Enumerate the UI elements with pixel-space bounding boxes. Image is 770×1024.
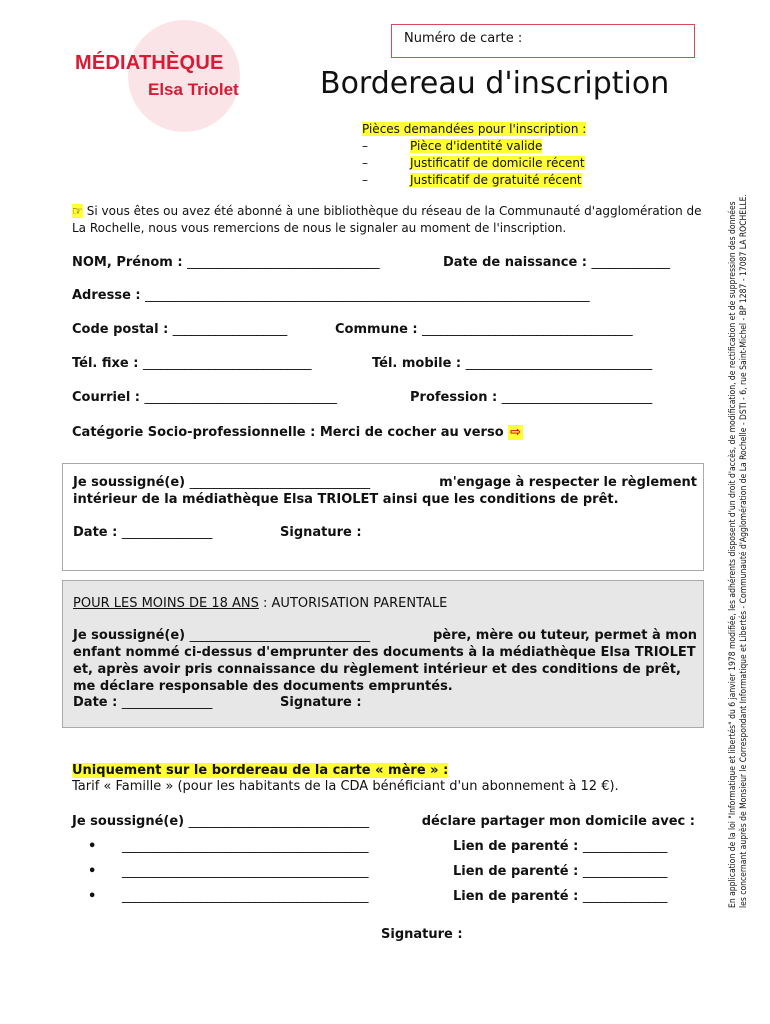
postcode-row bbox=[72, 322, 287, 337]
page-title: Bordereau d'inscription bbox=[320, 66, 670, 101]
engagement-text bbox=[73, 474, 697, 508]
parental-line4: me déclare responsable des documents empruntés. bbox=[73, 679, 453, 694]
family-member-row bbox=[88, 889, 368, 904]
parental-line2: enfant nommé ci-dessus d'emprunter des documents à la médiathèque Elsa TRIOLET bbox=[73, 645, 696, 660]
address-input[interactable]: __________________________________________________________________________ bbox=[145, 288, 590, 303]
postcode-input[interactable]: ___________________ bbox=[172, 322, 287, 337]
family-relation-row bbox=[453, 889, 667, 904]
parental-line3: et, après avoir pris connaissance du règlement intérieur et des conditions de prêt, bbox=[73, 662, 681, 677]
email-row bbox=[72, 390, 337, 405]
name-label: NOM, Prénom : bbox=[72, 255, 188, 270]
parental-name-input[interactable]: ______________________________ bbox=[189, 628, 370, 643]
birthdate-label: Date de naissance : bbox=[443, 255, 592, 270]
city-input[interactable]: ___________________________________ bbox=[422, 322, 633, 337]
parental-signature-label: Signature : bbox=[280, 695, 362, 710]
parental-text bbox=[73, 627, 697, 695]
required-document-item: Pièce d'identité valide bbox=[410, 139, 543, 153]
logo-title: MÉDIATHÈQUE bbox=[75, 52, 224, 74]
profession-label: Profession : bbox=[410, 390, 502, 405]
family-heading-row bbox=[72, 763, 448, 778]
required-documents-heading: Pièces demandées pour l'inscription : bbox=[362, 122, 587, 136]
engagement-date-label: Date : bbox=[73, 525, 122, 540]
legal-notice-line2: les concernant auprès de Monsieur le Correspondant Informatique et Libertés - Communauté d'Agglomération de La Rochelle - DSTI - 6, rue Saint-Michel - BP 1287 - 17087 LA ROCHELLE. bbox=[739, 194, 749, 908]
engagement-date-row bbox=[73, 525, 212, 540]
family-name-input[interactable]: ______________________________ bbox=[188, 814, 369, 829]
profession-row bbox=[410, 390, 652, 405]
engagement-box bbox=[62, 463, 704, 571]
engagement-start: Je soussigné(e) bbox=[73, 475, 190, 490]
parental-heading-rest: : AUTORISATION PARENTALE bbox=[258, 596, 448, 611]
parental-date-input[interactable]: _______________ bbox=[121, 695, 212, 710]
network-note bbox=[72, 203, 702, 237]
required-document-item: Justificatif de domicile récent bbox=[410, 156, 585, 170]
legal-notice bbox=[728, 100, 750, 908]
parental-heading bbox=[73, 595, 447, 612]
family-end: déclare partager mon domicile avec : bbox=[421, 814, 695, 829]
category-label: Catégorie Socio-professionnelle : Merci de cocher au verso bbox=[72, 425, 504, 440]
required-documents: Pièces demandées pour l'inscription : – Pièce d'identité valide – Justificatif de domicile récent – Justificatif de gratuité récent bbox=[362, 122, 587, 187]
relation-label: Lien de parenté : bbox=[453, 864, 583, 879]
family-relation-row bbox=[453, 839, 667, 854]
engagement-date-input[interactable]: _______________ bbox=[121, 525, 212, 540]
family-member-input[interactable]: _________________________________________ bbox=[122, 864, 368, 879]
phone-row bbox=[72, 356, 311, 371]
pointing-hand-icon: ☞ bbox=[72, 204, 83, 218]
card-number-label: Numéro de carte : bbox=[404, 31, 523, 46]
parental-authorization-box bbox=[62, 580, 704, 728]
logo-circle bbox=[128, 20, 240, 132]
name-row bbox=[72, 255, 379, 270]
family-tarif: Tarif « Famille » (pour les habitants de la CDA bénéficiant d'un abonnement à 12 €). bbox=[72, 779, 619, 794]
family-heading: Uniquement sur le bordereau de la carte « mère » : bbox=[72, 763, 449, 778]
phone-label: Tél. fixe : bbox=[72, 356, 143, 371]
parental-end: père, mère ou tuteur, permet à mon bbox=[432, 628, 697, 643]
engagement-line2: intérieur de la médiathèque Elsa TRIOLET ainsi que les conditions de prêt. bbox=[73, 492, 619, 507]
bullet: • bbox=[88, 889, 97, 904]
relation-input[interactable]: ______________ bbox=[582, 889, 667, 904]
network-note-text: Si vous êtes ou avez été abonné à une bibliothèque du réseau de la Communauté d'agglomération de La Rochelle, nous vous remercions de nous le signaler au moment de l'inscription. bbox=[72, 204, 702, 235]
arrow-right-icon: ⇨ bbox=[510, 425, 522, 440]
engagement-signature-label: Signature : bbox=[280, 525, 362, 540]
relation-input[interactable]: ______________ bbox=[582, 839, 667, 854]
engagement-name-input[interactable]: ______________________________ bbox=[189, 475, 370, 490]
family-member-row bbox=[88, 839, 368, 854]
relation-label: Lien de parenté : bbox=[453, 839, 583, 854]
family-declaration-row bbox=[72, 814, 695, 829]
postcode-label: Code postal : bbox=[72, 322, 173, 337]
family-relation-row bbox=[453, 864, 667, 879]
family-member-input[interactable]: _________________________________________ bbox=[122, 889, 368, 904]
address-row bbox=[72, 288, 589, 303]
family-start: Je soussigné(e) bbox=[72, 814, 189, 829]
city-row bbox=[335, 322, 632, 337]
logo-subtitle: Elsa Triolet bbox=[148, 80, 239, 99]
bullet: • bbox=[88, 839, 97, 854]
legal-notice-line1: En application de la loi "Informatique et libertés" du 6 janvier 1978 modifiée, les adhérents disposent d'un droit d'accès, de modification, de rectification et de suppression des données bbox=[728, 201, 738, 908]
city-label: Commune : bbox=[335, 322, 423, 337]
birthdate-input[interactable]: _____________ bbox=[591, 255, 670, 270]
relation-input[interactable]: ______________ bbox=[582, 864, 667, 879]
parental-date-label: Date : bbox=[73, 695, 122, 710]
name-input[interactable]: ________________________________ bbox=[187, 255, 380, 270]
parental-date-row bbox=[73, 695, 212, 710]
profession-input[interactable]: _________________________ bbox=[501, 390, 652, 405]
parental-heading-underlined: POUR LES MOINS DE 18 ANS bbox=[73, 596, 259, 611]
email-input[interactable]: ________________________________ bbox=[144, 390, 337, 405]
card-number-field[interactable] bbox=[391, 24, 695, 58]
bullet: • bbox=[88, 864, 97, 879]
mobile-input[interactable]: _______________________________ bbox=[465, 356, 652, 371]
family-member-row bbox=[88, 864, 368, 879]
address-label: Adresse : bbox=[72, 288, 146, 303]
parental-start: Je soussigné(e) bbox=[73, 628, 190, 643]
mobile-row bbox=[372, 356, 652, 371]
engagement-end: m'engage à respecter le règlement bbox=[439, 475, 697, 490]
required-document-item: Justificatif de gratuité récent bbox=[410, 173, 582, 187]
phone-input[interactable]: ____________________________ bbox=[142, 356, 311, 371]
category-row bbox=[72, 425, 523, 440]
family-signature-label: Signature : bbox=[381, 927, 463, 942]
family-member-input[interactable]: _________________________________________ bbox=[122, 839, 368, 854]
email-label: Courriel : bbox=[72, 390, 145, 405]
mobile-label: Tél. mobile : bbox=[372, 356, 466, 371]
birthdate-row bbox=[443, 255, 670, 270]
relation-label: Lien de parenté : bbox=[453, 889, 583, 904]
